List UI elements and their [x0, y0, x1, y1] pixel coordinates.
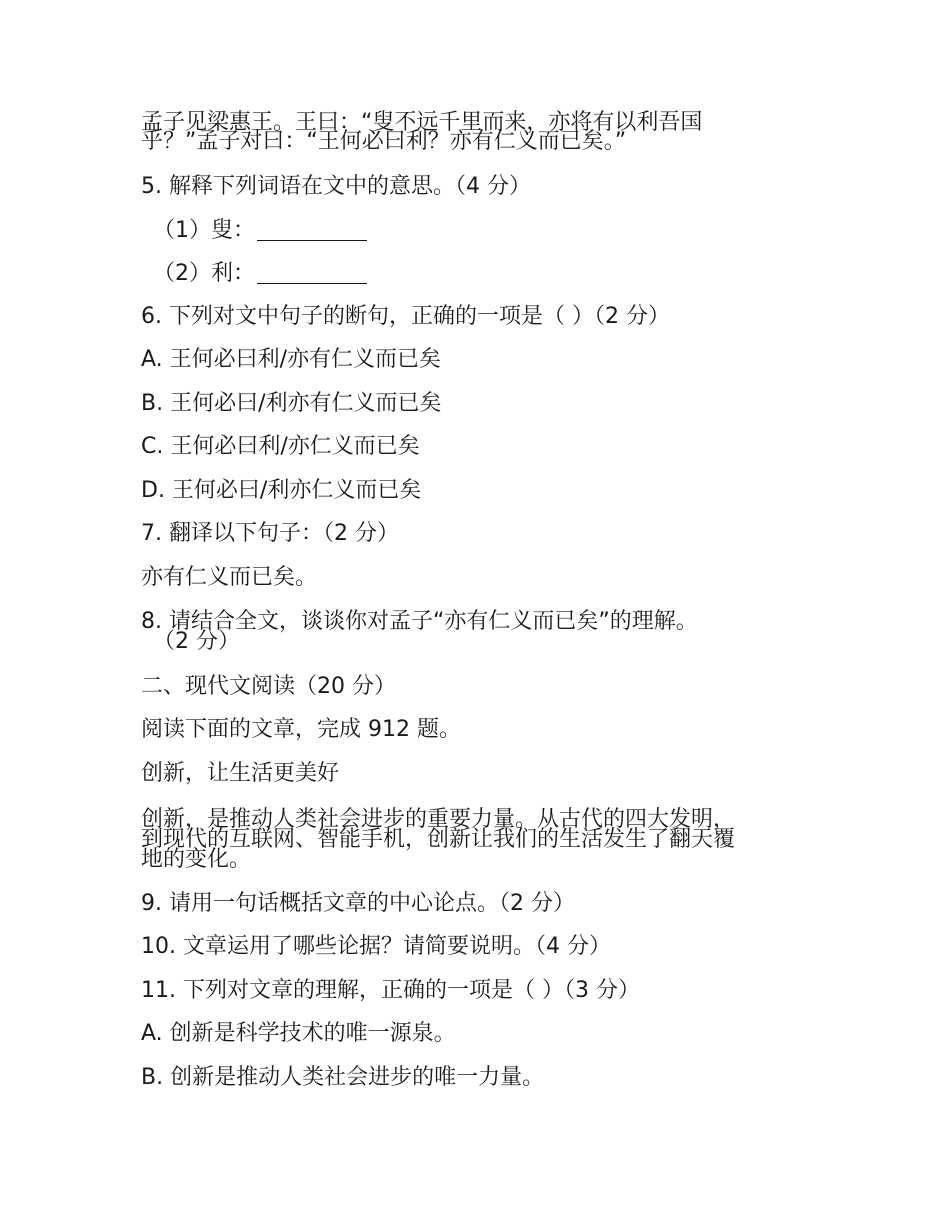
article-paragraph-line-1: 创新，是推动人类社会进步的重要力量。从古代的四大发明， — [141, 807, 736, 832]
classical-passage-line-2: 乎？”孟子对曰：“王何必曰利？亦有仁义而已矣。” — [141, 129, 627, 154]
question-10-stem: 10. 文章运用了哪些论据？请简要说明。（4 分） — [141, 934, 611, 959]
article-title: 创新，让生活更美好 — [141, 761, 340, 786]
question-6-option-c: C. 王何必曰利/亦仁义而已矣 — [141, 434, 420, 459]
question-6-option-a: A. 王何必曰利/亦有仁义而已矣 — [141, 347, 442, 372]
section-2-heading: 二、现代文阅读（20 分） — [141, 674, 396, 699]
question-5-item-2 — [153, 262, 367, 286]
question-5-item-1-label: （1）叟： — [153, 218, 255, 243]
answer-blank-1[interactable] — [257, 220, 367, 241]
question-8-stem-line-1: 8. 请结合全文，谈谈你对孟子“亦有仁义而已矣”的理解。 — [141, 609, 698, 634]
article-paragraph-line-3: 地的变化。 — [141, 847, 252, 872]
question-6-stem: 6. 下列对文中句子的断句，正确的一项是（ ）（2 分） — [141, 304, 670, 329]
question-9-stem: 9. 请用一句话概括文章的中心论点。（2 分） — [141, 891, 575, 916]
article-paragraph-line-2: 到现代的互联网、智能手机，创新让我们的生活发生了翻天覆 — [141, 827, 736, 852]
question-7-stem: 7. 翻译以下句子：（2 分） — [141, 521, 399, 546]
question-6-option-d: D. 王何必曰/利亦仁义而已矣 — [141, 478, 422, 503]
question-7-sentence: 亦有仁义而已矣。 — [141, 565, 318, 590]
question-5-item-2-label: （2）利： — [153, 261, 255, 286]
question-11-stem: 11. 下列对文章的理解，正确的一项是（ ）（3 分） — [141, 978, 640, 1003]
question-11-option-b: B. 创新是推动人类社会进步的唯一力量。 — [141, 1065, 545, 1090]
section-2-instruction: 阅读下面的文章，完成 912 题。 — [141, 717, 461, 742]
question-5-item-1 — [153, 219, 367, 243]
answer-blank-2[interactable] — [257, 263, 367, 284]
question-8-stem-line-2: （2 分） — [153, 629, 240, 654]
question-6-option-b: B. 王何必曰/利亦有仁义而已矣 — [141, 391, 442, 416]
question-11-option-a: A. 创新是科学技术的唯一源泉。 — [141, 1021, 456, 1046]
classical-passage-line-1: 孟子见梁惠王。王曰：“叟不远千里而来，亦将有以利吾国 — [141, 110, 703, 135]
question-5-stem: 5. 解释下列词语在文中的意思。（4 分） — [141, 174, 531, 199]
